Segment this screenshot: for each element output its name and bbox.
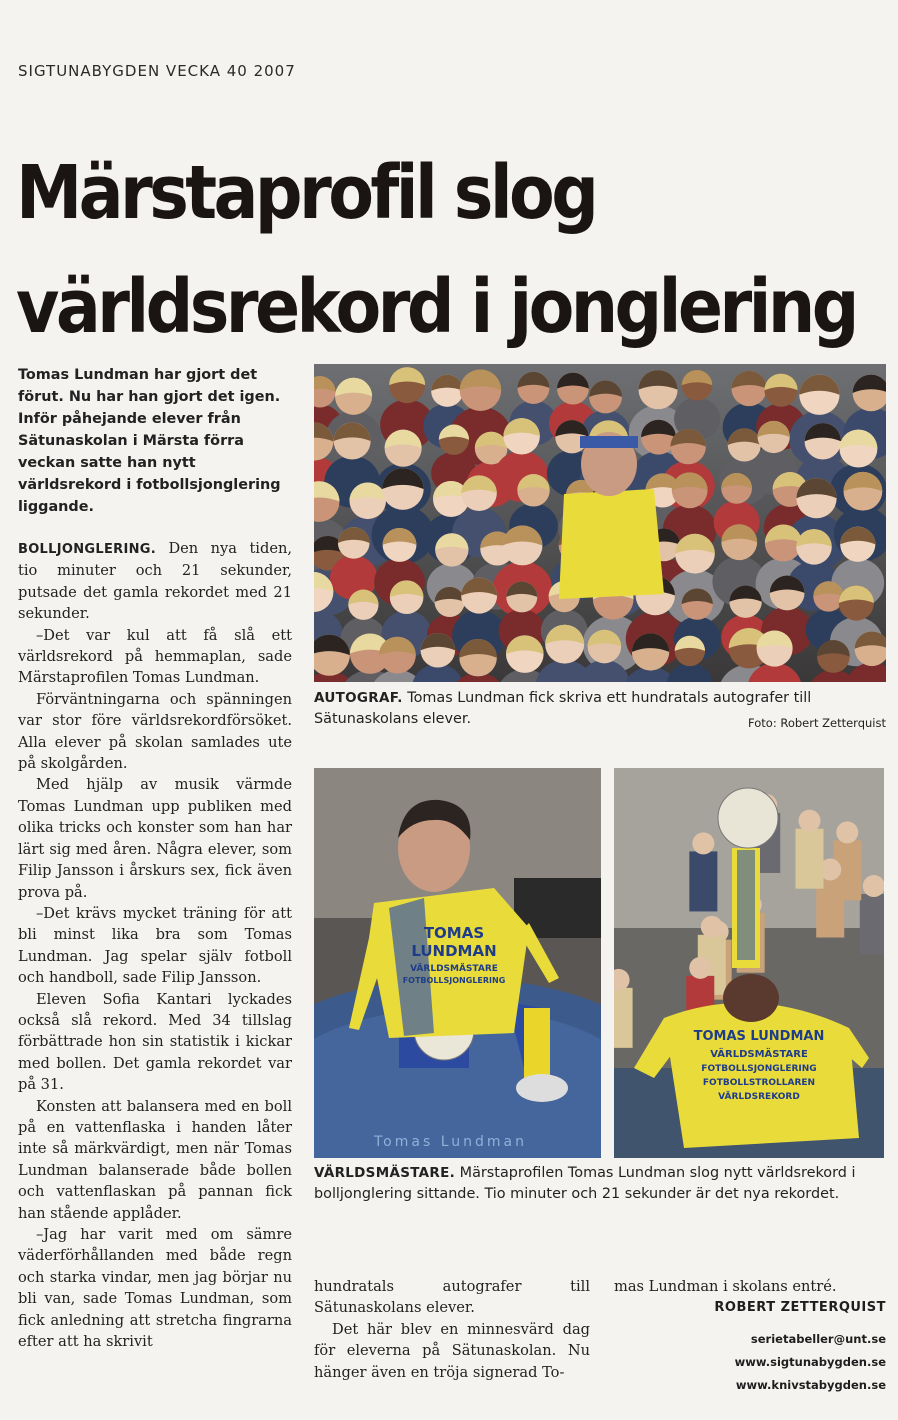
jersey-text: FOTBOLLSJONGLERING [402, 976, 506, 985]
caption-text: Tomas Lundman fick skriva ett hundratals autografer till Sätunaskolans elever. [314, 690, 812, 727]
body-paragraph [18, 538, 292, 625]
body-paragraph: –Det krävs mycket träning för att bli minst lika bra som Tomas Lundman. Jag spelar själv fotboll och handboll, sade Filip Jansson. [18, 904, 292, 987]
photo-ball-on-head [614, 768, 884, 1158]
lead-paragraph: Tomas Lundman har gjort det förut. Nu har han gjort det igen. Inför påhejande elever från Sätunaskolan i Märsta förra veckan satte han nytt världsrekord i fotbollsjonglering liggande. [18, 367, 281, 515]
jersey-text: TOMAS [423, 924, 485, 942]
body-paragraph: Eleven Sofia Kantari lyckades också slå rekord. Med 34 tillslag förbättrade hon sin statistik i kickar med bollen. Det gamla rekordet var på 31. [18, 990, 292, 1094]
jersey-text: VÄRLDSMÄSTARE [410, 964, 498, 974]
mat-text: Tomas Lundman [374, 1134, 527, 1150]
photo-autograph-crowd [314, 364, 886, 682]
photo2-caption [314, 1163, 886, 1205]
body-column-3 [614, 1276, 886, 1297]
masthead: SIGTUNABYGDEN VECKA 40 2007 [18, 62, 296, 80]
jersey-text: TOMAS LUNDMAN [693, 1029, 825, 1044]
contact-links [735, 1328, 886, 1397]
link-email[interactable]: serietabeller@unt.se [750, 1332, 886, 1346]
headline-line-2: världsrekord i jonglering [16, 264, 856, 350]
body-paragraph: Med hjälp av musik värmde Tomas Lundman upp publiken med olika tricks och konster som han har lärt sig med åren. Några elever, som Filip Jansson i årskurs sex, fick även prova på. [18, 776, 292, 901]
body-paragraph: hundratals autografer till Sätunaskolans elever. [314, 1278, 590, 1317]
caption-kicker: VÄRLDSMÄSTARE. [314, 1165, 456, 1181]
jersey-text: LUNDMAN [411, 942, 497, 960]
body-paragraph: mas Lundman i skolans entré. [614, 1278, 837, 1295]
byline: ROBERT ZETTERQUIST [714, 1300, 886, 1315]
link-knivstabygden[interactable]: www.knivstabygden.se [735, 1378, 886, 1392]
body-paragraph-1-text: Den nya tiden, tio minuter och 21 sekunder, putsade det gamla rekordet med 21 sekunder. [18, 540, 292, 623]
body-paragraph: Konsten att balansera med en boll på en vattenflaska i handen låter inte så märkvärdigt, men när Tomas Lundman balanserade både bollen och vattenflaskan på pannan fick han stående applåder. [18, 1097, 292, 1222]
body-column-2 [314, 1276, 590, 1383]
jersey-text: VÄRLDSMÄSTARE [710, 1049, 808, 1060]
photo-sitting-juggler [314, 768, 601, 1158]
body-column-1 [18, 538, 292, 1352]
headline-line-1: Märstaprofil slog [16, 150, 596, 236]
body-paragraph: Det här blev en minnesvärd dag för eleverna på Sätunaskolan. Nu hänger även en tröja signerad To- [314, 1320, 590, 1381]
jersey-text: FOTBOLLSJONGLERING [701, 1064, 817, 1074]
photo-credit: Foto: Robert Zetterquist [748, 716, 886, 730]
jersey-text: FOTBOLLSTROLLAREN [702, 1078, 816, 1088]
body-paragraph: –Det var kul att få slå ett världsrekord på hemmaplan, sade Märstaprofilen Tomas Lundman. [18, 626, 292, 687]
jersey-text: VÄRLDSREKORD [718, 1092, 800, 1102]
body-paragraph: Förväntningarna och spänningen var stor före världsrekordförsöket. Alla elever på skolan samlades ute på skolgården. [18, 690, 292, 773]
body-kicker: BOLLJONGLERING. [18, 542, 156, 557]
body-paragraph: –Jag har varit med om sämre väderförhållanden med både regn och starka vindar, men jag börjar nu bli van, sade Tomas Lundman, som fick anledning att stretcha fingrarna efter att ha skrivit [18, 1226, 292, 1351]
headline [16, 136, 856, 364]
caption-text: Märstaprofilen Tomas Lundman slog nytt världsrekord i bolljonglering sittande. Tio minuter och 21 sekunder är det nya rekordet. [314, 1165, 856, 1202]
link-sigtunabygden[interactable]: www.sigtunabygden.se [734, 1355, 886, 1369]
caption-kicker: AUTOGRAF. [314, 690, 403, 706]
